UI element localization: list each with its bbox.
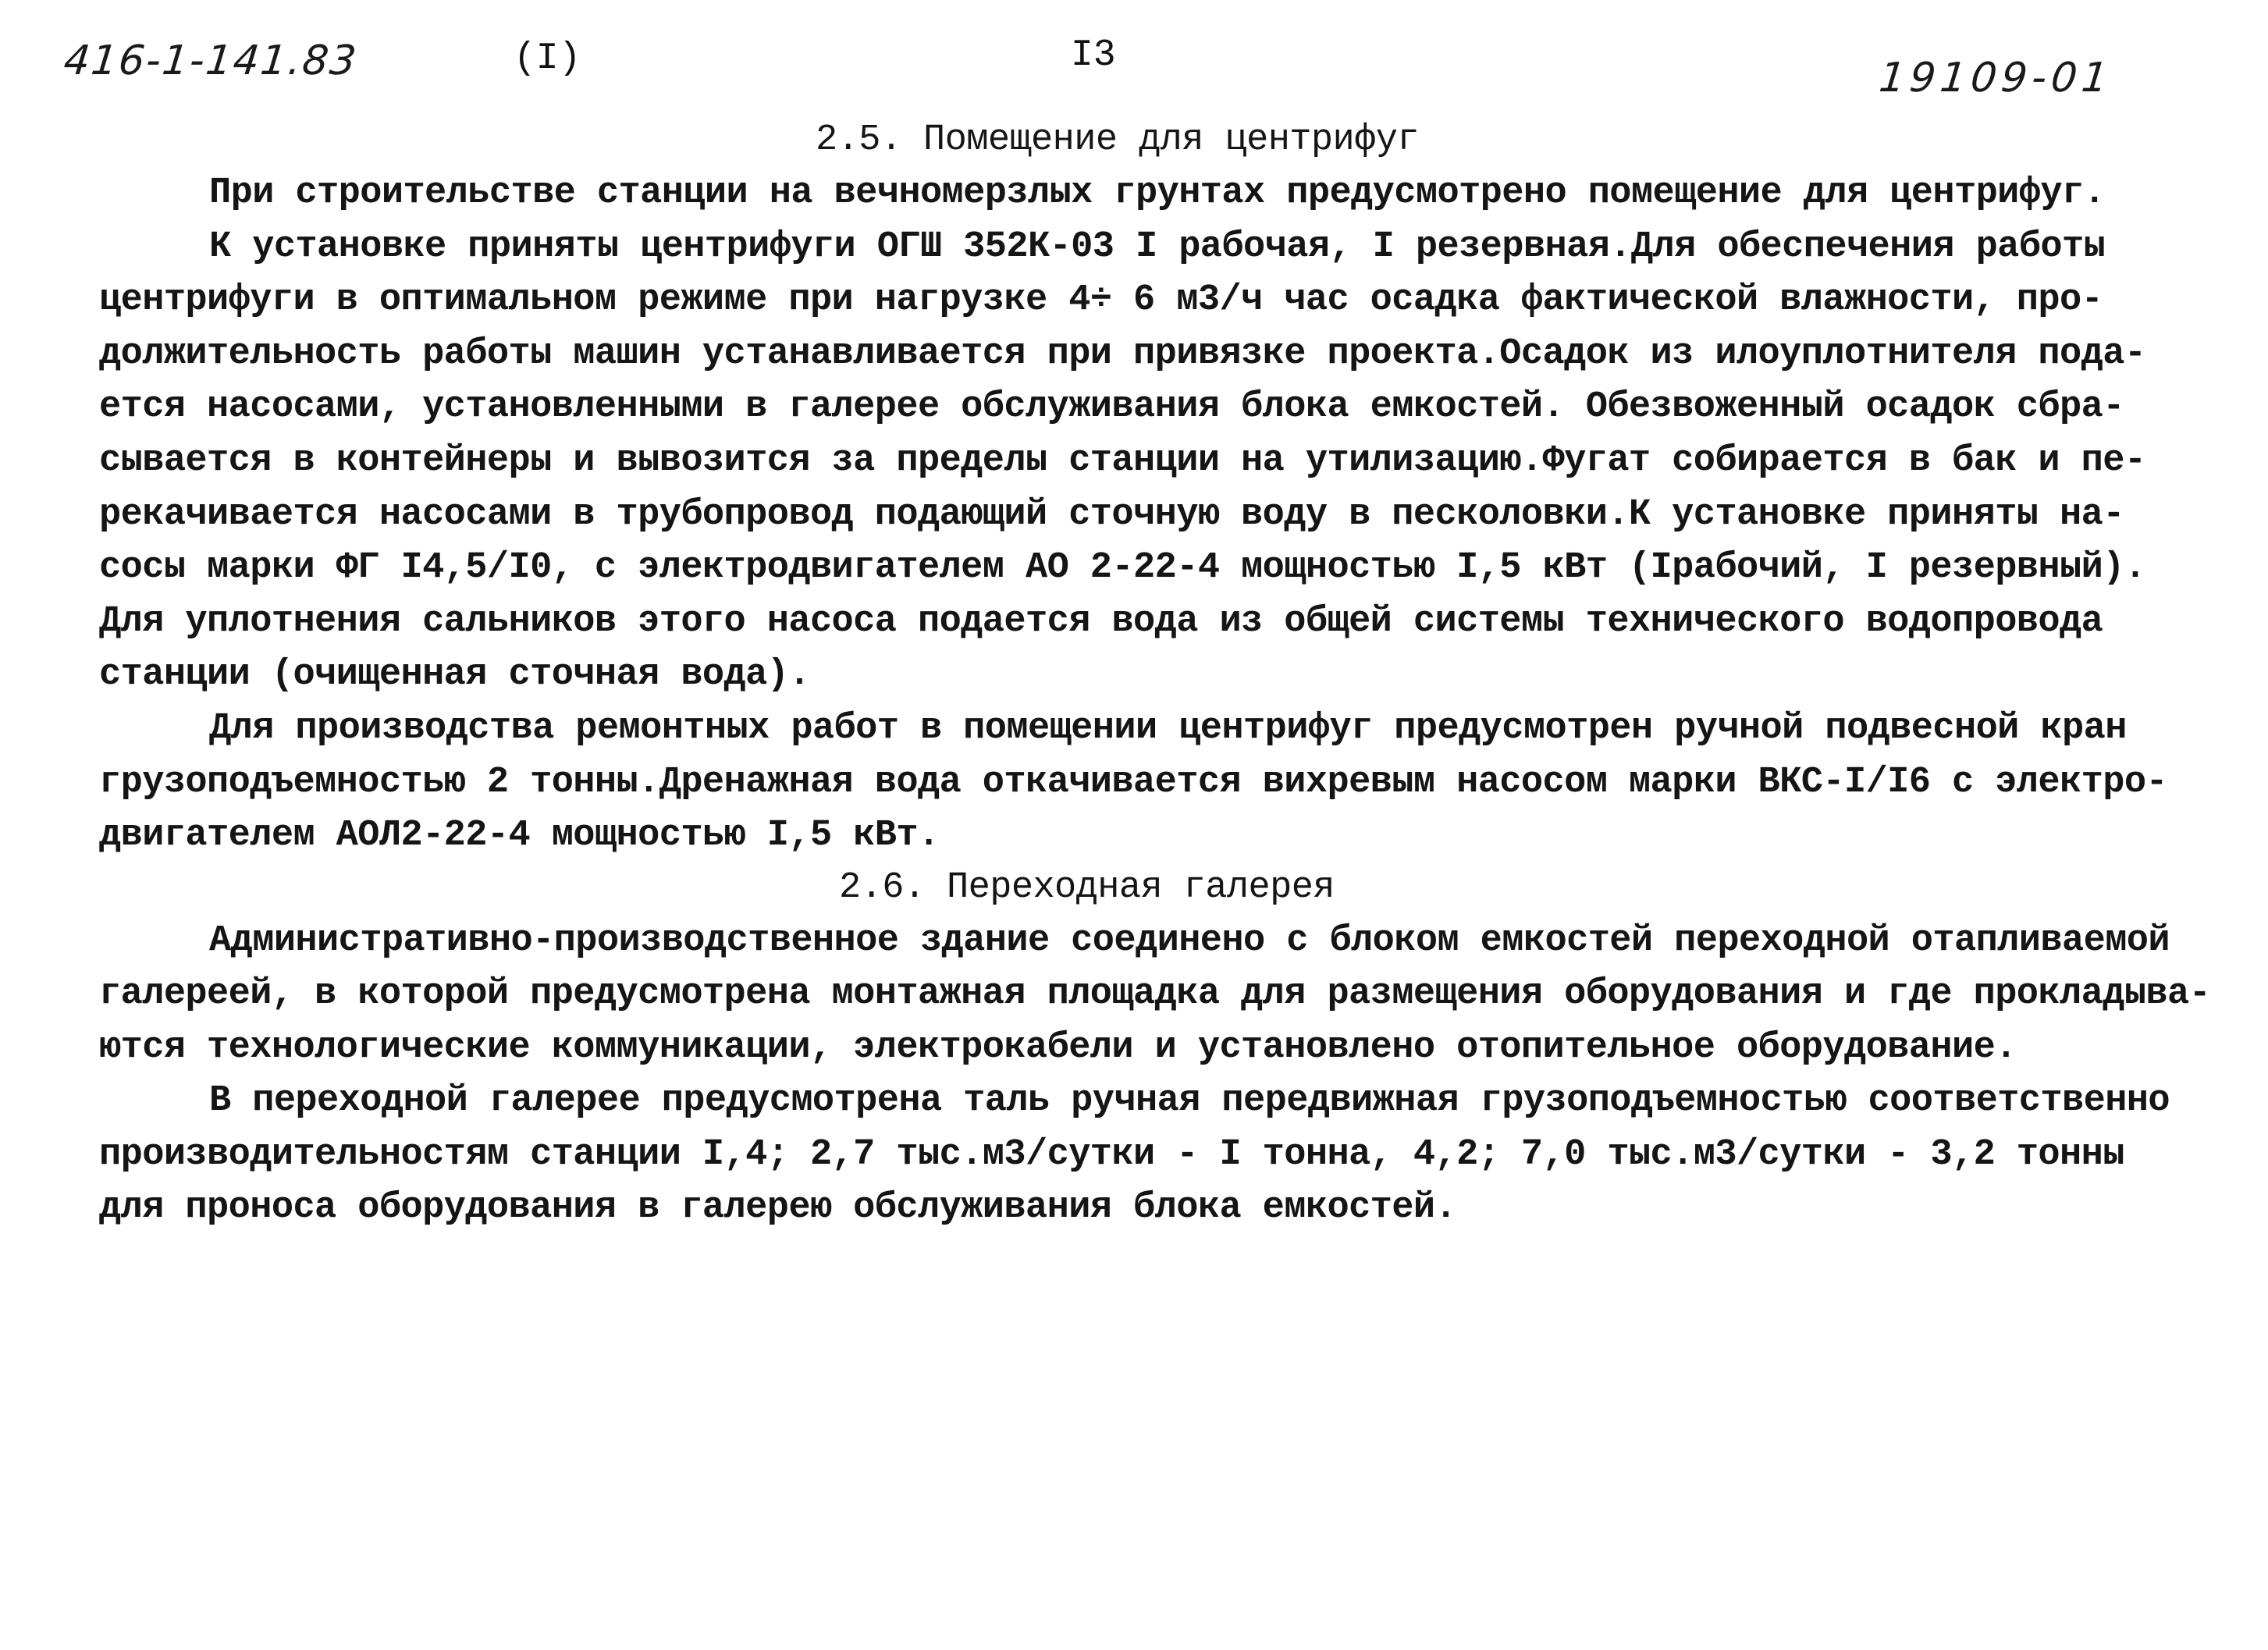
document-code-handwritten: 416-1-141.83 [61,37,360,84]
section-2-6-heading: 2.6. Переходная галерея [839,867,1335,909]
section-2-5-line: должительность работы машин устанавливается при привязке проекта.Осадок из илоуплотнителя пода- [99,333,2146,375]
section-2-6-line: Административно-производственное здание соединено с блоком емкостей переходной отапливаемой [209,920,2170,962]
section-2-6-line: для проноса оборудования в галерею обслуживания блока емкостей. [99,1187,1457,1229]
section-2-6-line: В переходной галерее предусмотрена таль ручная передвижная грузоподъемностью соответственно [209,1080,2170,1122]
section-2-5-line: К установке приняты центрифуги ОГШ 352К-03 I рабочая, I резервная.Для обеспечения работы [209,226,2106,268]
section-2-5-line: ется насосами, установленными в галерее обслуживания блока емкостей. Обезвоженный осадок сбра- [99,386,2124,428]
page-number: I3 [1071,34,1116,76]
section-2-5-heading: 2.5. Помещение для центрифуг [816,119,1419,161]
section-2-5-line: сосы марки ФГ I4,5/I0, с электродвигателем АО 2-22-4 мощностью I,5 кВт (Iрабочий, I резервный). [99,547,2146,589]
section-2-6-line: ются технологические коммуникации, электрокабели и установлено отопительное оборудование. [99,1027,2017,1069]
section-2-6-line: галереей, в которой предусмотрена монтажная площадка для размещения оборудования и где прокладыва- [99,973,2211,1015]
section-2-5-line: рекачивается насосами в трубопровод подающий сточную воду в песколовки.К установке приняты на- [99,494,2124,535]
section-2-5-line: центрифуги в оптимальном режиме при нагрузке 4÷ 6 м3/ч час осадка фактической влажности, про- [99,279,2103,321]
document-part-label: (I) [514,37,581,80]
inventory-number-handwritten: 19109-01 [1876,55,2115,101]
section-2-5-line: сывается в контейнеры и вывозится за пределы станции на утилизацию.Фугат собирается в бак и пе- [99,440,2146,482]
section-2-5-line: двигателем АОЛ2-22-4 мощностью I,5 кВт. [99,815,940,856]
section-2-6-line: производительностям станции I,4; 2,7 тыс.м3/сутки - I тонна, 4,2; 7,0 тыс.м3/сутки - 3,2 тонны [99,1134,2124,1175]
section-2-5-line: станции (очищенная сточная вода). [99,654,810,695]
section-2-5-line: Для производства ремонтных работ в помещении центрифуг предусмотрен ручной подвесной кран [209,708,2127,749]
section-2-5-line: грузоподъемностью 2 тонны.Дренажная вода откачивается вихревым насосом марки ВКС-I/I6 с электро- [99,762,2168,803]
section-2-5-line: Для уплотнения сальников этого насоса подается вода из общей системы технического водопровода [99,601,2103,642]
section-2-5-line: При строительстве станции на вечномерзлых грунтах предусмотрено помещение для центрифуг. [209,172,2106,214]
